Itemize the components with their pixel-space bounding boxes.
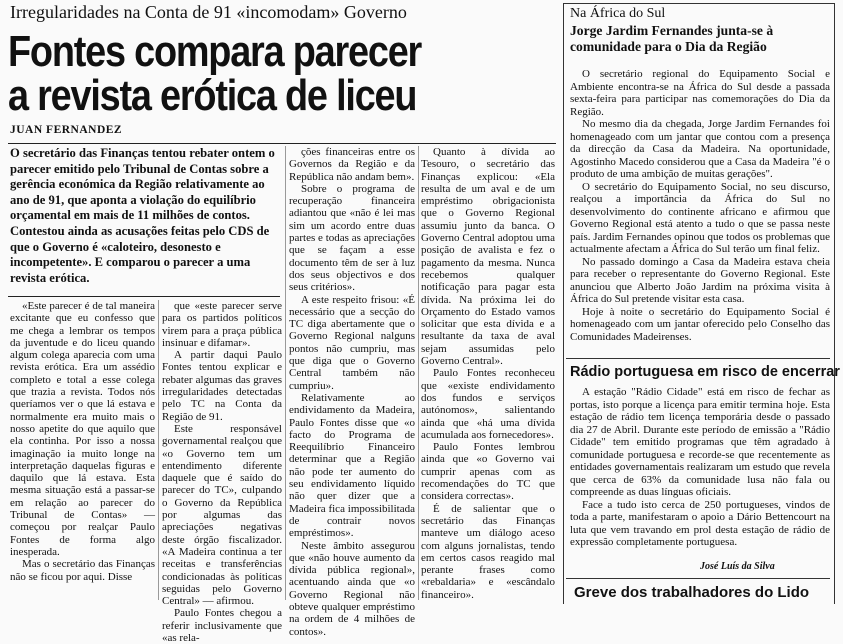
column-2 — [162, 300, 282, 644]
article-headline — [8, 27, 477, 120]
top-rule — [8, 143, 556, 144]
byline: JUAN FERNANDEZ — [10, 124, 123, 136]
headline-line-1: Fontes compara parecer — [8, 27, 422, 76]
col3-paragraph: Neste âmbito assegurou que «não houve aumento da dívida pública regional», acentuando ainda que «o Governo Regional não obteve qualquer empréstimo na ordem de 4 milhões de contos». — [289, 539, 415, 638]
col2-paragraph: A partir daqui Paulo Fontes tentou explicar e rebater algumas das graves irregularidades detectadas pelo TC na Conta da Região de 91. — [162, 349, 282, 423]
col3-paragraph: ções financeiras entre os Governos da Região e da República não andam bem». — [289, 146, 415, 183]
col2-paragraph: Este responsável governamental realçou que «o Governo tem um entendimento diferente daquele que é saído do parecer do TC», culpando o Governo da República por algumas das apreciações negativas deste órgão fiscalizador. «A Madeira continua a ter receitas e transferências condicionadas às políticas seguidas pelo Governo Central» — afirmou. — [162, 422, 282, 608]
col2-paragraph: Paulo Fontes chegou a referir inclusivamente que «as rela- — [162, 607, 282, 644]
col1-paragraph: Mas o secretário das Finanças não se ficou por aqui. Disse — [10, 558, 155, 583]
headline-line-2: a revista erótica de liceu — [8, 71, 417, 120]
column-separator — [418, 146, 419, 600]
sidebar-body — [570, 68, 830, 343]
article-kicker: Irregularidades na Conta de 91 «incomodam» Governo — [10, 2, 407, 22]
sidebar-headline: Jorge Jardim Fernandes junta-se à comunidade para o Dia da Região — [570, 23, 774, 54]
sidebar-kicker: Na África do Sul — [570, 6, 666, 21]
sidebar-headline-2: Rádio portuguesa em risco de encerrar — [570, 364, 840, 380]
author-signature: José Luís da Silva — [700, 561, 775, 572]
sidebar-paragraph: Face a tudo isto cerca de 250 portugueses, vindos de toda a parte, manifestaram o apoio a Dário Bettencourt na luta que vem travando em prol desta estação de rádio de expressão completamente portuguesa. — [570, 498, 830, 548]
sidebar-divider — [566, 358, 830, 359]
col4-paragraph: Paulo Fontes reconheceu que «existe endividamento dos fundos e serviços autónomos», salientando ainda que «há uma dívida acumulada aos fornecedores». — [421, 367, 555, 441]
sidebar-paragraph: O secretário regional do Equipamento Social e Ambiente encontra-se na África do Sul desde a passada sexta-feira para participar nas comemorações do Dia da Região. — [570, 68, 830, 118]
col4-paragraph: É de salientar que o secretário das Finanças manteve um diálogo aceso com alguns jornalistas, tendo em certos casos reagido mal perante frases como «rebaldaria» e «escândalo financeiro». — [421, 502, 555, 601]
lead-rule — [8, 296, 280, 297]
lead-paragraph: O secretário das Finanças tentou rebater ontem o parecer emitido pelo Tribunal de Contas sobre a gerência económica da Região relativamente ao ano de 91, que aponta a violação do equilíbrio orçamental em mais de 11 milhões de contos. Contestou ainda as acusações feitas pelo CDS de que o Governo é «caloteiro, desonesto e incompetente». E comparou o parecer a uma revista erótica. — [10, 146, 275, 285]
sidebar-paragraph: O secretário do Equipamento Social, no seu discurso, realçou a importância da África do Sul no desenvolvimento do continente africano e afirmou que Governo Regional está atento a tudo o que se passa neste país. Jardim Fernandes opinou que todos os problemas que actualmente afectam a África do Sul terão um final feliz. — [570, 180, 830, 255]
sidebar-divider — [566, 578, 830, 579]
sidebar-body-2 — [570, 386, 830, 549]
col4-paragraph: Paulo Fontes lembrou ainda que «o Governo vai cumprir apenas com as recomendações do TC que considera correctas». — [421, 441, 555, 503]
column-separator — [158, 300, 159, 600]
column-1 — [10, 300, 155, 583]
column-separator — [285, 146, 286, 600]
column-3 — [289, 146, 415, 638]
sidebar-headline-3: Greve dos trabalhadores do Lido — [574, 584, 810, 601]
col2-paragraph: que «este parecer serve para os partidos políticos virem para a praça pública insinuar e difamar». — [162, 300, 282, 349]
col3-paragraph: Sobre o programa de recuperação financeira adiantou que «não é lei mas sim um acordo entre duas partes e todas as apreciações que se façam a esse documento têm de ser à luz dos seus objectivos e dos seus critérios». — [289, 182, 415, 294]
col1-paragraph: «Este parecer é de tal maneira excitante que eu confesso que me chega a lembrar os tempos da juventude e do liceu quando algum colega aparecia com uma revista erótica. Era um assédio completo e total a esse colega que trazia a revista. Todos nós queríamos ver o que lá estava e normalmente era muito mais o nosso apetite do que aquilo que ela continha. Por isso a nossa imaginação ia muito longe na interpretação daquelas figuras e daquilo que lá estava. Esta mesma situação está a passar-se em relação ao parecer do Tribunal de Contas» — começou por realçar Paulo Fontes de forma algo inesperada. — [10, 300, 155, 558]
sidebar-paragraph: No passado domingo a Casa da Madeira estava cheia para receber o representante do Governo Regional. Este anunciou que Alberto João Jardim na próxima visita à África do Sul pretende visitar esta casa. — [570, 255, 830, 305]
col3-paragraph: A este respeito frisou: «É necessário que a secção do TC diga abertamente que o Governo Regional nalguns pontos não cumpriu, mas que diga que o Governo Central também não cumpriu». — [289, 293, 415, 392]
sidebar-paragraph: Hoje à noite o secretário do Equipamento Social é homenageado com um jantar oferecido pelo Conselho das Comunidades Madeirenses. — [570, 305, 830, 343]
col3-paragraph: Relativamente ao endividamento da Madeira, Paulo Fontes disse que «o facto do Programa de Reequilíbrio Financeiro determinar que a Região não pode ter aumento do seu endividamento líquido não quer dizer que a Madeira fica impossibilitada de contrair novos empréstimos». — [289, 391, 415, 540]
sidebar-paragraph: A estação "Rádio Cidade" está em risco de fechar as portas, isto porque a licença para emitir termina hoje. Esta estação de rádio tem licença temporária desde o passado dia 27 de Abril. Durante este período de emissão a "Rádio Cidade" tem emitido programas que têm agradado à comunidade portuguesa e recorde-se que recentemente as entidades governamentais realizaram um estudo que revela que cerca de 63% da comunidade lusa não fala ou compreende as duas línguas oficiais. — [570, 386, 830, 498]
sidebar-paragraph: No mesmo dia da chegada, Jorge Jardim Fernandes foi homenageado com um jantar que contou com a presença da direcção da Casa da Madeira. Na oportunidade, Agostinho Macedo considerou que a Casa da Madeira "é o produto de uma ambição de muitas gerações". — [570, 118, 830, 180]
col4-paragraph: Quanto à dívida ao Tesouro, o secretário das Finanças explicou: «Ela resulta de um aval e de um empréstimo obrigacionista que o Governo Regional assumiu junto da banca. O Governo Central adoptou uma posição de avalista e fez o pagamento da mesma. Nunca recebemos qualquer notificação para pagar esta dívida. Na próxima lei do Orçamento do Estado vamos solicitar que esta dívida e a resultante da taxa de aval sejam assumidas pelo Governo Central». — [421, 146, 555, 368]
column-4 — [421, 146, 555, 601]
